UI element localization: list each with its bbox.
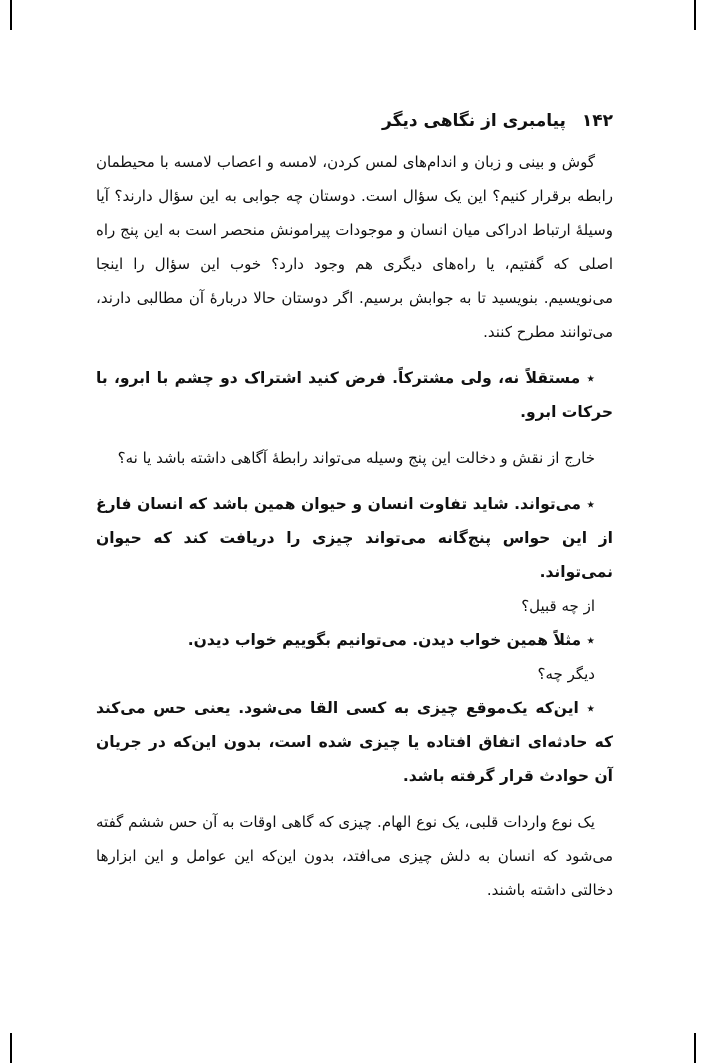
paragraph-question: از چه قبیل؟ (521, 597, 595, 615)
paragraph-answer: ٭ این‌که یک‌موقع چیزی به کسی القا می‌شود. یعنی حس می‌کند که حادثه‌ای اتفاق افتاده یا چیزی شده است، بدون این‌که در جریان آن حوادث قرار گرفته باشد. (96, 699, 613, 785)
paragraph-question: یک نوع واردات قلبی، یک نوع الهام. چیزی که گاهی اوقات به آن حس ششم گفته می‌شود که انسان به دلش چیزی می‌افتد، بدون این‌که این عوامل و این ابزارها دخالتی داشته باشند. (96, 813, 613, 899)
paragraph-answer: ٭ مستقلاً نه، ولی مشترکاً. فرض کنید اشتراک دو چشم با ابرو، با حرکات ابرو. (96, 369, 613, 421)
paragraph-question: گوش و بینی و زبان و اندام‌های لمس کردن، لامسه و اعصاب لامسه با محیطمان رابطه برقرار کنیم؟ این یک سؤال است. دوستان چه جوابی به این سؤال دارند؟ آیا وسیلهٔ ارتباط ادراکی میان انسان و موجودات پیرامونش منحصر است به این پنج راه اصلی که گفتیم، یا راه‌های دیگری هم وجود دارد؟ خوب این سؤال را اینجا می‌نویسیم. بنویسید تا به جوابش برسیم. اگر دوستان حالا دربارهٔ آن مطالبی دارند، می‌توانند مطرح کنند. (96, 153, 613, 341)
crop-mark-bottom-right (694, 1033, 696, 1063)
crop-mark-top-right (694, 0, 696, 30)
crop-mark-top-left (10, 0, 12, 30)
running-header (96, 106, 613, 136)
book-title: پیامبری از نگاهی دیگر (382, 111, 566, 131)
page-body (96, 145, 613, 907)
crop-mark-bottom-left (10, 1033, 12, 1063)
paragraph-answer: ٭ مثلاً همین خواب دیدن. می‌توانیم بگوییم خواب دیدن. (187, 631, 595, 649)
paragraph-question: خارج از نقش و دخالت این پنج وسیله می‌تواند رابطهٔ آگاهی داشته باشد یا نه؟ (117, 449, 595, 467)
paragraph-question: دیگر چه؟ (537, 665, 595, 683)
page-number: ۱۴۲ (581, 111, 613, 131)
paragraph-answer: ٭ می‌تواند. شاید تفاوت انسان و حیوان همین باشد که انسان فارغ از این حواس پنج‌گانه می‌تواند چیزی را دریافت کند که حیوان نمی‌تواند. (96, 495, 613, 581)
